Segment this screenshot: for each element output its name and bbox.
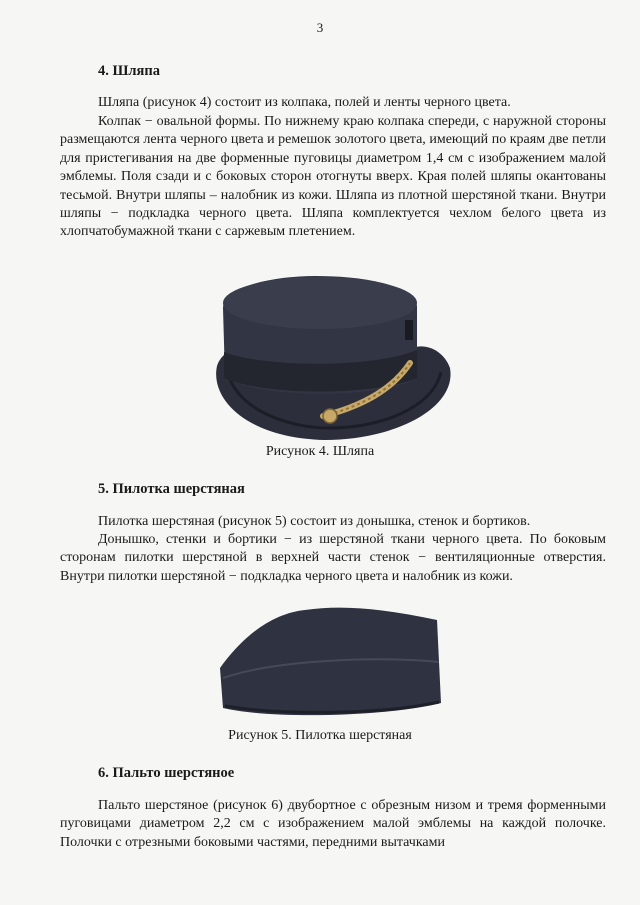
section-heading-garrison-cap: 5. Пилотка шерстяная xyxy=(98,481,245,497)
paragraph: Донышко, стенки и бортики − из шерстяной ткани черного цвета. По боковым сторонам пилотки шерстяной в верхней части стенок − вентиляционные отверстия. Внутри пилотки шерстяной − подкладка черного цвета и налобник из кожи. xyxy=(60,532,606,584)
figure-caption: Рисунок 5. Пилотка шерстяная xyxy=(228,728,412,743)
paragraph: Шляпа (рисунок 4) состоит из колпака, полей и ленты черного цвета. xyxy=(98,95,511,110)
figure-garrison-cap-image xyxy=(215,598,445,726)
section-heading-wool-coat: 6. Пальто шерстяное xyxy=(98,765,235,781)
paragraph: Пилотка шерстяная (рисунок 5) состоит из донышка, стенок и бортиков. xyxy=(98,514,531,529)
paragraph: Пальто шерстяное (рисунок 6) двубортное с обрезным низом и тремя форменными пуговицами диаметром 2,2 см с изображением малой эмблемы на каждой полочке. Полочки с отрезными боковыми частями, передними вытачками xyxy=(60,798,606,850)
figure-hat-image xyxy=(205,268,460,446)
figure-caption: Рисунок 4. Шляпа xyxy=(265,444,375,459)
paragraph: Колпак − овальной формы. По нижнему краю колпака спереди, с наружной стороны размещаются лента черного цвета и ремешок золотого цвета, имеющий по краям две петли для пристегивания на две форменные пуговицы диаметром 1,4 см с изображением малой эмблемы. Поля сзади и с боковых сторон отогнуты вверх. Края полей шляпы окантованы тесьмой. Внутри шляпы – налобник из кожи. Шляпа из плотной шерстяной ткани. Внутри шляпы − подкладка черного цвета. Шляпа комплектуется чехлом белого цвета из хлопчатобумажной ткани с саржевым плетением. xyxy=(60,114,606,240)
section-heading-hat: 4. Шляпа xyxy=(98,63,161,79)
page-number: 3 xyxy=(316,20,324,35)
